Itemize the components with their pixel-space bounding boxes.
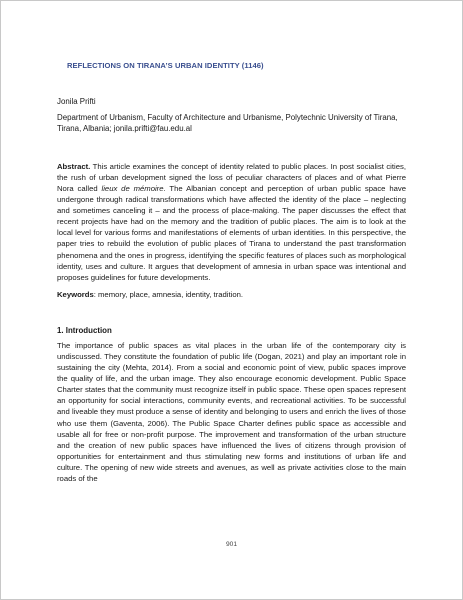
page-content xyxy=(57,61,406,484)
author-affiliation: Department of Urbanism, Faculty of Architecture and Urbanisme, Polytechnic University of Tirana, Tirana, Albania; jonila.prifti@fau.edu.al xyxy=(57,113,398,134)
paper-title: REFLECTIONS ON TIRANA’S URBAN IDENTITY (1146) xyxy=(67,61,264,70)
abstract-text-1: This article examines the concept of identity related to public places. In post socialist cities, the rush of urban development signed the loss of peculiar characters of places and of what Pierre Nora called xyxy=(57,161,406,193)
abstract-paragraph xyxy=(57,161,406,283)
page-number: 901 xyxy=(225,541,237,548)
keywords-line xyxy=(57,290,406,299)
keywords-text: : memory, place, amnesia, identity, tradition. xyxy=(93,289,244,299)
abstract-text-2: . The Albanian concept and perception of urban public space have undergone through radical transformations which have affected the identity of the place – neglecting and sometimes canceling it – and the process of place-making. The paper discusses the effect that recent projects have had on the memory and the tradition of public places. The aim is to look at the local level for various forms and manifestations of elements of urban identities. In this perspective, the paper tries to rebuild the evolution of public places of Tirana to understand the past transformation phenomena and the ones in progress, identifying the specific features of places such as morphological identity, uses and culture. It argues that development of amnesia in urban space was intentional and proposes guidelines for future developments. xyxy=(57,184,406,282)
abstract-italic-term: lieux de mémoire xyxy=(101,184,164,193)
section-heading-introduction: 1. Introduction xyxy=(57,325,112,335)
author-name: Jonila Prifti xyxy=(57,97,96,106)
abstract-label: Abstract. xyxy=(57,161,91,171)
keywords-label: Keywords xyxy=(57,289,94,299)
introduction-paragraph: The importance of public spaces as vital places in the urban life of the contemporary city is undiscussed. They constitute the foundation of public life (Dogan, 2021) and play an important role in sustaining the city (Mehta, 2014). From a social and economic point of view, public spaces improve the quality of life, and the urban image. They also encourage economic development. Public Space Charter states that the community must recognize itself in public space. These open spaces represent an opportunity for social interactions, community events, and recreational activities. To be successful and liveable they must produce a sense of identity and belonging to users and enrich the lives of those who use them (Gaventa, 2006). The Public Space Charter defines public space as accessible and usable all for free or non-profit purpose. The improvement and transformation of the urban structure and the creation of new public spaces have influenced the lives of citizens through provision of opportunities for entertainment and thus stimulating new forms and institutions of urban life and culture. The opening of new wide streets and avenues, as well as private activities close to the main roads of the xyxy=(57,340,406,483)
